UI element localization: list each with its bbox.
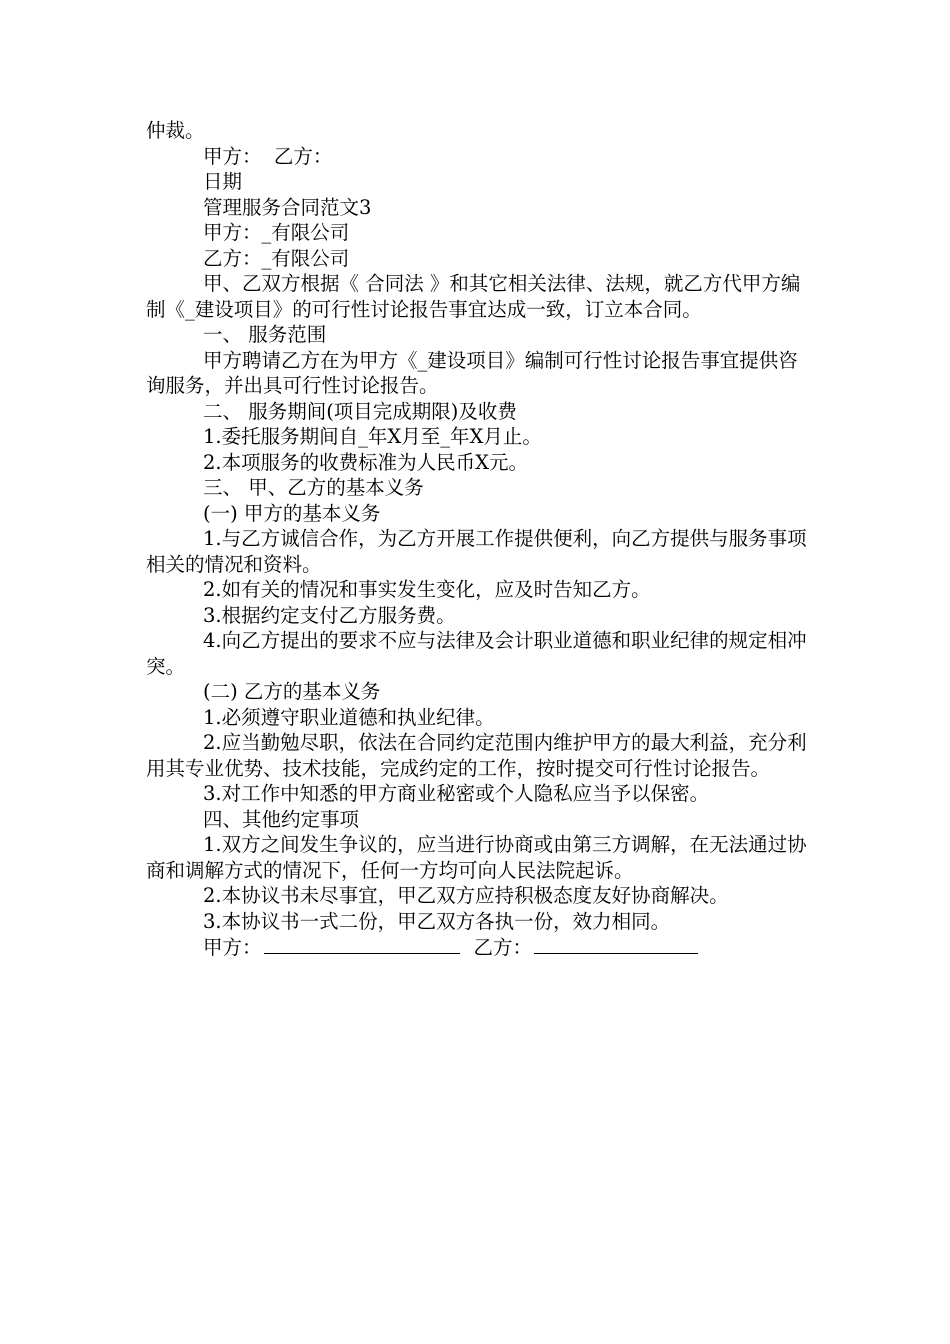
document-body	[146, 118, 810, 961]
paragraph: 2.如有关的情况和事实发生变化，应及时告知乙方。	[203, 578, 651, 601]
paragraph: 3.根据约定支付乙方服务费。	[203, 603, 456, 627]
sub-heading: (一) 甲方的基本义务	[203, 501, 381, 525]
paragraph: 甲方：_有限公司	[203, 221, 350, 244]
party-a-signature-blank	[264, 934, 460, 954]
party-b-label: 乙方：	[473, 936, 533, 959]
paragraph: 1.与乙方诚信合作，为乙方开展工作提供便利，向乙方提供与服务事项相关的情况和资料。	[146, 527, 807, 576]
paragraph: 甲方聘请乙方在为甲方《_建设项目》编制可行性讨论报告事宜提供咨询服务，并出具可行性讨论报告。	[146, 348, 798, 397]
paragraph: 2.本项服务的收费标准为人民币X元。	[203, 450, 528, 474]
paragraph: 2.应当勤勉尽职，依法在合同约定范围内维护甲方的最大利益，充分利用其专业优势、技术技能，完成约定的工作，按时提交可行性讨论报告。	[146, 731, 807, 780]
paragraph: 仲裁。	[146, 119, 205, 142]
paragraph: 1.必须遵守职业道德和执业纪律。	[203, 705, 495, 729]
paragraph: 1.双方之间发生争议的，应当进行协商或由第三方调解，在无法通过协商和调解方式的情况下，任何一方均可向人民法院起诉。	[146, 833, 807, 882]
paragraph: 甲方： 乙方：	[203, 144, 333, 168]
party-a-label: 甲方：	[203, 936, 262, 959]
paragraph: 甲、乙双方根据《 合同法 》和其它相关法律、法规，就乙方代甲方编制《_建设项目》的可行性讨论报告事宜达成一致，订立本合同。	[146, 272, 801, 321]
clause-heading: 二、 服务期间(项目完成期限)及收费	[203, 399, 517, 423]
sub-heading: (二) 乙方的基本义务	[203, 680, 381, 703]
paragraph: 4.向乙方提出的要求不应与法律及会计职业道德和职业纪律的规定相冲突。	[146, 629, 807, 678]
clause-heading: 一、 服务范围	[203, 323, 327, 346]
paragraph: 日期	[203, 170, 243, 193]
paragraph: 2.本协议书未尽事宜，甲乙双方应持积极态度友好协商解决。	[203, 884, 729, 907]
section-title: 管理服务合同范文3	[203, 195, 372, 219]
paragraph: 3.本协议书一式二份，甲乙双方各执一份，效力相同。	[203, 909, 671, 933]
paragraph: 1.委托服务期间自_年X月至_年X月止。	[203, 425, 542, 448]
signature-line	[146, 934, 810, 961]
paragraph: 乙方：_有限公司	[203, 246, 350, 270]
party-b-signature-blank	[534, 934, 698, 954]
clause-heading: 四、其他约定事项	[203, 807, 360, 831]
clause-heading: 三、 甲、乙方的基本义务	[203, 476, 424, 499]
paragraph: 3.对工作中知悉的甲方商业秘密或个人隐私应当予以保密。	[203, 782, 710, 805]
